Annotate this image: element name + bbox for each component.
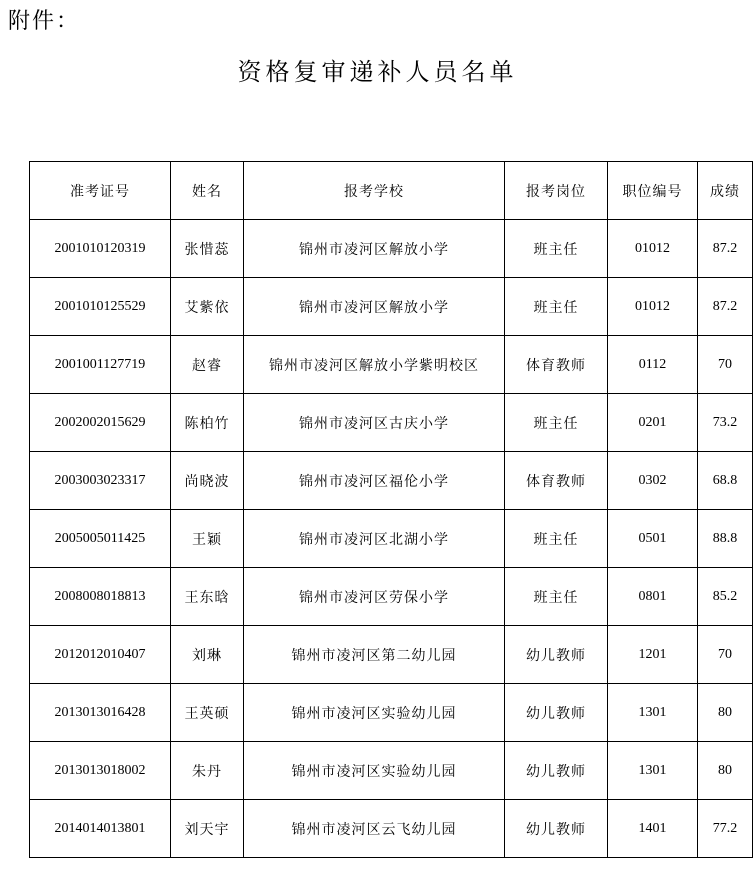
cell-position: 幼儿教师 <box>505 742 608 800</box>
cell-position: 幼儿教师 <box>505 626 608 684</box>
cell-name: 刘天宇 <box>171 800 244 858</box>
cell-position: 班主任 <box>505 394 608 452</box>
column-header-score: 成绩 <box>698 162 753 220</box>
cell-school: 锦州市凌河区解放小学紫明校区 <box>244 336 505 394</box>
cell-exam-id: 2001001127719 <box>30 336 171 394</box>
cell-name: 张惜蕊 <box>171 220 244 278</box>
table-row <box>30 510 753 568</box>
cell-school: 锦州市凌河区云飞幼儿园 <box>244 800 505 858</box>
cell-position: 体育教师 <box>505 336 608 394</box>
cell-position: 班主任 <box>505 278 608 336</box>
cell-position-code: 01012 <box>608 220 698 278</box>
cell-school: 锦州市凌河区实验幼儿园 <box>244 742 505 800</box>
cell-score: 88.8 <box>698 510 753 568</box>
table-row <box>30 394 753 452</box>
cell-position-code: 0201 <box>608 394 698 452</box>
column-header-name: 姓名 <box>171 162 244 220</box>
page-title: 资格复审递补人员名单 <box>237 58 518 86</box>
cell-name: 王英硕 <box>171 684 244 742</box>
cell-school: 锦州市凌河区解放小学 <box>244 220 505 278</box>
cell-score: 68.8 <box>698 452 753 510</box>
candidate-table <box>29 161 753 858</box>
cell-exam-id: 2005005011425 <box>30 510 171 568</box>
column-header-position-code: 职位编号 <box>608 162 698 220</box>
cell-score: 70 <box>698 626 753 684</box>
cell-position: 班主任 <box>505 568 608 626</box>
cell-position-code: 1401 <box>608 800 698 858</box>
cell-position: 幼儿教师 <box>505 684 608 742</box>
cell-position: 班主任 <box>505 510 608 568</box>
cell-school: 锦州市凌河区北湖小学 <box>244 510 505 568</box>
table-row <box>30 452 753 510</box>
cell-exam-id: 2001010125529 <box>30 278 171 336</box>
cell-position-code: 1201 <box>608 626 698 684</box>
cell-name: 赵睿 <box>171 336 244 394</box>
cell-score: 80 <box>698 684 753 742</box>
table-row <box>30 278 753 336</box>
cell-exam-id: 2012012010407 <box>30 626 171 684</box>
table-row <box>30 568 753 626</box>
cell-exam-id: 2013013018002 <box>30 742 171 800</box>
table-row <box>30 800 753 858</box>
cell-exam-id: 2014014013801 <box>30 800 171 858</box>
cell-school: 锦州市凌河区第二幼儿园 <box>244 626 505 684</box>
cell-school: 锦州市凌河区福伦小学 <box>244 452 505 510</box>
cell-position: 体育教师 <box>505 452 608 510</box>
cell-position-code: 0112 <box>608 336 698 394</box>
cell-name: 刘琳 <box>171 626 244 684</box>
cell-name: 陈柏竹 <box>171 394 244 452</box>
cell-position-code: 0801 <box>608 568 698 626</box>
cell-school: 锦州市凌河区劳保小学 <box>244 568 505 626</box>
cell-score: 85.2 <box>698 568 753 626</box>
cell-school: 锦州市凌河区实验幼儿园 <box>244 684 505 742</box>
cell-exam-id: 2003003023317 <box>30 452 171 510</box>
table-row <box>30 336 753 394</box>
cell-position-code: 1301 <box>608 742 698 800</box>
table-row <box>30 684 753 742</box>
cell-position-code: 01012 <box>608 278 698 336</box>
cell-name: 王颖 <box>171 510 244 568</box>
cell-exam-id: 2001010120319 <box>30 220 171 278</box>
column-header-exam-id: 准考证号 <box>30 162 171 220</box>
cell-score: 87.2 <box>698 220 753 278</box>
cell-exam-id: 2008008018813 <box>30 568 171 626</box>
cell-score: 87.2 <box>698 278 753 336</box>
cell-name: 艾紫依 <box>171 278 244 336</box>
cell-name: 尚晓波 <box>171 452 244 510</box>
cell-name: 王东晗 <box>171 568 244 626</box>
cell-score: 77.2 <box>698 800 753 858</box>
cell-score: 80 <box>698 742 753 800</box>
table-row <box>30 220 753 278</box>
column-header-position: 报考岗位 <box>505 162 608 220</box>
cell-position: 幼儿教师 <box>505 800 608 858</box>
cell-position: 班主任 <box>505 220 608 278</box>
cell-exam-id: 2002002015629 <box>30 394 171 452</box>
column-header-school: 报考学校 <box>244 162 505 220</box>
cell-score: 70 <box>698 336 753 394</box>
cell-position-code: 0302 <box>608 452 698 510</box>
cell-name: 朱丹 <box>171 742 244 800</box>
cell-school: 锦州市凌河区古庆小学 <box>244 394 505 452</box>
table-row <box>30 626 753 684</box>
attachment-label: 附件： <box>8 9 81 34</box>
cell-position-code: 0501 <box>608 510 698 568</box>
cell-school: 锦州市凌河区解放小学 <box>244 278 505 336</box>
cell-exam-id: 2013013016428 <box>30 684 171 742</box>
cell-position-code: 1301 <box>608 684 698 742</box>
table-header-row <box>30 162 753 220</box>
table-row <box>30 742 753 800</box>
cell-score: 73.2 <box>698 394 753 452</box>
